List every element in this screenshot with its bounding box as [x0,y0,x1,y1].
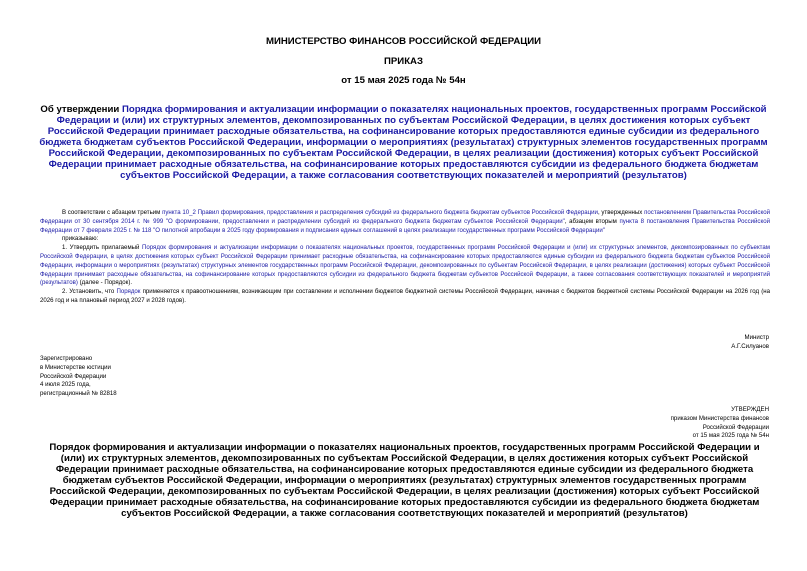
approval-stamp [520,406,769,441]
order-title [36,104,771,181]
approval-line-4: от 15 мая 2025 года № 54н [692,432,769,440]
item1-text-a: 1. Утвердить прилагаемый [62,244,142,252]
doc-type: ПРИКАЗ [384,56,423,67]
order-title-link[interactable]: Порядка формирования и актуализации информации о показателях национальных проектов, государственных программ Российской Федерации и (или) их структурных элементов, декомпозированных по субъектам Российской Федерации, в целях достижения которых субъект Российской Федерации принимает расходные обязательства, на софинансирование которых предоставляются единые субсидии из федерального бюджета бюджетам субъектов Российской Федерации, информации о мероприятиях (результатах) структурных элементов государственных программ Российской Федерации, декомпозированных по субъектам Российской Федерации, в целях реализации (достижения) которых субъект Российской Федерации принимает расходные обязательства, на софинансирование которых предоставляются субсидии из федерального бюджета бюджетам субъектов Российской Федерации, а также согласования соответствующих показателей и мероприятий (результатов) [39,104,768,181]
ministry-heading: МИНИСТЕРСТВО ФИНАНСОВ РОССИЙСКОЙ ФЕДЕРАЦИИ [265,36,542,47]
preamble-link-3[interactable]: пункта 8 постановления Правительства Российской Федерации от 7 февраля 2025 г. № 118 "О пилотной апробации в 2025 году формирования и подписания единых соглашений в целях реализации государственных программ Российской Федерации" [40,217,771,234]
approval-line-3: Российской Федерации [702,423,769,431]
preamble-text-3: , абзацем вторым [564,217,620,225]
registration-line-3: Российской Федерации [40,372,107,380]
registration-line-5: регистрационный № 82818 [40,390,117,398]
signature-block [560,334,769,352]
approval-line-1: УТВЕРЖДЕН [731,406,769,413]
registration-block [40,355,260,399]
ordered-word: приказываю: [62,235,99,243]
registration-line-4: 4 июля 2025 года, [40,381,91,389]
item1-text-b: (далее - Порядок). [77,279,133,287]
doc-date-number: от 15 мая 2025 года № 54н [341,75,466,86]
preamble-text-2: , утвержденных [597,209,645,216]
preamble-link-1[interactable]: пункта 10_2 Правил формирования, предоставления и распределения субсидий из федерального бюджета бюджетам субъектов Российской Федерации [162,209,598,216]
item1-procedure-link[interactable]: Порядок формирования и актуализации информации о показателях национальных проектов, государственных программ Российской Федерации и (или) их структурных элементов, декомпозированных по субъектам Российской Федерации, в целях достижения которых субъект Российской Федерации принимает расходные обязательства, на софинансирование которых предоставляются единые субсидии из федерального бюджета бюджетам субъектов Российской Федерации, информации о мероприятиях (результатах) структурных элементов государственных программ Российской Федерации, декомпозированных по субъектам Российской Федерации, в целях реализации (достижения) которых субъект Российской Федерации принимает расходные обязательства, на софинансирование которых предоставляются субсидии из федерального бюджета бюджетам субъектов Российской Федерации, а также согласования соответствующих показателей и мероприятий (результатов) [40,244,770,287]
item2-text-a: 2. Установить, что [62,288,117,296]
preamble-link-2[interactable]: постановлением Правительства Российской Федерации от 30 сентября 2014 г. № 999 "О формировании, предоставлении и распределении субсидий из федерального бюджета бюджетам субъектов Российской Федерации" [40,209,771,225]
preamble-text-1: В соответствии с абзацем третьим [62,209,163,216]
procedure-title: Порядок формирования и актуализации информации о показателях национальных проектов, государственных программ Российской Федерации и (или) их структурных элементов, декомпозированных по субъектам Российской Федерации, в целях достижения которых субъект Российской Федерации принимает расходные обязательства, на софинансирование которых предоставляются единые субсидии из федерального бюджета бюджетам субъектов Российской Федерации, информации о мероприятиях (результатах) структурных элементов государственных программ Российской Федерации, декомпозированных по субъектам Российской Федерации, в целях реализации (достижения) которых субъект Российской Федерации принимает расходные обязательства, на софинансирование которых предоставляются субсидии из федерального бюджета бюджетам субъектов Российской Федерации, а также согласования соответствующих показателей и мероприятий (результатов) [49,442,760,519]
signature-name: А.Г.Силуанов [731,342,769,350]
item2-procedure-link[interactable]: Порядок [116,288,141,296]
order-title-prefix: Об утверждении [40,104,122,115]
registration-line-1: Зарегистрировано [40,355,93,362]
item2-text-b: применяется к правоотношениям, возникающим при составлении и исполнении бюджетов бюджетной системы Российской Федерации, начиная с бюджетов бюджетной системы Российской Федерации на 2026 год (на 2026 год и на плановый период 2027 и 2028 годов). [40,288,770,304]
signature-position: Министр [744,334,769,341]
registration-line-2: в Министерстве юстиции [40,363,111,371]
approval-line-2: приказом Министерства финансов [670,414,769,422]
preamble [40,209,770,306]
